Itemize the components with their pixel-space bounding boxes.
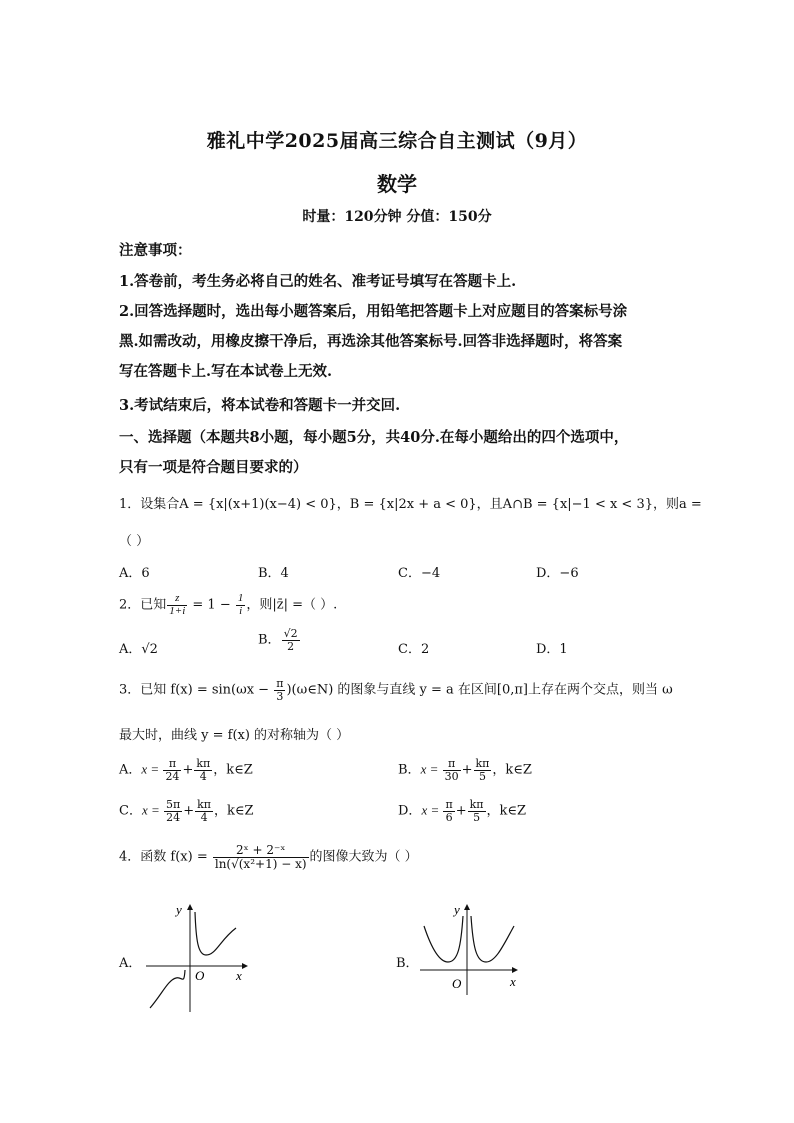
q2-option-d: D．1 (536, 642, 568, 657)
q4-graph-a (140, 900, 255, 1015)
q3-option-b-post: ，k∈Z (492, 762, 532, 778)
q4-suffix: 的图像大致为（ ） (309, 849, 418, 865)
q3-option-c-frac1 (164, 799, 182, 823)
q1-option-a: A．6 (119, 566, 150, 581)
q3-stem-line-2: 最大时，曲线 y = f(x) 的对称轴为（ ） (119, 728, 350, 743)
q2-option-c: C．2 (398, 642, 430, 657)
q2-option-b-fraction (282, 628, 300, 652)
graph-b-origin: O (452, 976, 462, 991)
q1-paren: （ ） (119, 534, 150, 549)
q3-option-b-frac2-den: 5 (478, 769, 486, 783)
q3-option-d-frac1-num: π (445, 798, 453, 811)
q3-option-a-frac1-num: π (163, 758, 181, 771)
q2-frac1-den: 1+i (169, 604, 186, 617)
q4-option-a-label: A． (119, 956, 142, 971)
graph-b-y-arrow (464, 904, 470, 910)
q3-option-b-pre: x = (420, 761, 442, 777)
graph-a-x-label: x (236, 968, 242, 983)
q3-option-d-pre: x = (421, 802, 443, 818)
q2-frac1-num: z (167, 593, 187, 606)
q3-option-d-frac2-num: kπ (469, 798, 484, 811)
q2-mid: = 1 − (188, 597, 235, 613)
q2-suffix: ，则|z̄| =（ ）. (246, 597, 338, 613)
q3-option-b-frac2-num: kπ (475, 757, 490, 770)
q4-prefix: 4．函数 f(x) = (119, 849, 212, 865)
graph-a-curve-right (195, 912, 236, 955)
q4-stem (119, 844, 418, 870)
q1-option-b: B．4 (258, 566, 289, 581)
graph-b-curve-right (471, 916, 514, 962)
exam-subject: 数学 (377, 172, 417, 196)
q3-option-d-frac1-den: 6 (445, 810, 453, 824)
graph-b-x-label: x (510, 974, 516, 989)
graph-b-y-label: y (454, 902, 460, 917)
q2-option-a-value: √2 (141, 642, 158, 657)
q3-option-d-frac2-den: 5 (473, 810, 481, 824)
q3-option-b-frac1-den: 30 (444, 769, 459, 783)
q1-option-c: C．−4 (398, 566, 441, 581)
q2-option-b-den: 2 (287, 639, 295, 653)
q3-option-d-post: ，k∈Z (486, 803, 527, 819)
notes-item-2-line-1: 2.回答选择题时，选出每小题答案后，用铅笔把答题卡上对应题目的答案标号涂 (119, 303, 628, 320)
graph-b-x-arrow (512, 967, 518, 973)
q4-denominator: ln(√(x²+1) − x) (214, 856, 307, 871)
q2-option-b-label: B． (258, 632, 281, 648)
q2-fraction-2 (236, 593, 246, 617)
q2-option-a (119, 638, 158, 657)
notes-heading: 注意事项： (119, 242, 192, 259)
q3-option-a-frac1 (163, 758, 181, 782)
graph-b-curve-left (424, 916, 463, 962)
q3-option-b: B．x = $\frac{\pi}{30}$ + $\frac{k\pi}{5}$ ，k∈Z (398, 757, 532, 783)
q3-option-b-label: B． (398, 762, 421, 778)
q3-option-a-frac2 (194, 758, 212, 782)
q3-option-d-frac1 (443, 799, 454, 823)
q3-line1-a: 3．已知 f(x) = sin(ωx − (119, 682, 274, 698)
q3-line1-b: )(ω∈N) 的图象与直线 y = a 在区间[0,π]上存在两个交点，则当 ω (286, 682, 673, 698)
graph-a-y-label: y (176, 902, 182, 917)
q3-option-c-frac2-num: kπ (197, 798, 212, 811)
q3-option-d: D．x = $\frac{\pi}{6}$ + $\frac{k\pi}{5}$ ，k∈Z (398, 798, 527, 824)
q1-option-d: D．−6 (536, 566, 579, 581)
q3-option-c-frac2-den: 4 (200, 810, 208, 824)
q3-option-c-frac1-num: 5π (166, 798, 181, 811)
notes-item-3: 3.考试结束后，将本试卷和答题卡一并交回. (119, 397, 401, 414)
q3-option-c-pre: x = (141, 802, 163, 818)
q3-option-a-frac1-den: 24 (165, 769, 180, 783)
q3-option-a-post: ，k∈Z (213, 762, 253, 778)
q3-option-c-frac2 (195, 799, 213, 823)
exam-title: 雅礼中学2025届高三综合自主测试（9月） (206, 130, 588, 152)
q3-line1-frac-num: π (276, 677, 284, 690)
q4-fraction (213, 844, 309, 870)
graph-a-x-arrow (242, 963, 248, 969)
q2-frac2-den: i (239, 604, 243, 617)
q3-option-d-frac2 (468, 799, 486, 823)
q3-option-a-pre: x = (141, 761, 163, 777)
q4-graph-b (418, 900, 533, 1000)
q3-line1-frac-den: 3 (276, 689, 284, 703)
q2-stem (119, 593, 337, 617)
q3-option-b-frac1 (443, 758, 461, 782)
q3-option-c-frac1-den: 24 (166, 810, 181, 824)
notes-item-2-line-2: 黑.如需改动，用橡皮擦干净后，再选涂其他答案标号.回答非选择题时，将答案 (119, 333, 623, 350)
q3-option-a-frac2-den: 4 (199, 769, 207, 783)
graph-a-curve-left (150, 970, 185, 1008)
q4-option-b-label: B． (396, 956, 419, 971)
q4-numerator: 2ˣ + 2⁻ˣ (213, 844, 309, 858)
q2-prefix: 2．已知 (119, 597, 167, 613)
q3-option-c-label: C． (119, 803, 142, 819)
q2-option-b-num: √2 (283, 627, 298, 640)
q3-line1-fraction (274, 678, 285, 702)
q2-frac2-num: 1 (237, 592, 244, 604)
q3-option-c-post: ，k∈Z (214, 803, 254, 819)
notes-item-1: 1.答卷前，考生务必将自己的姓名、准考证号填写在答题卡上. (119, 273, 517, 290)
section1-heading-line-1: 一、选择题（本题共8小题，每小题5分，共40分.在每小题给出的四个选项中， (119, 429, 629, 446)
q3-option-d-label: D． (398, 803, 422, 819)
q3-stem-line-1 (119, 678, 673, 702)
q3-option-a-frac2-num: kπ (196, 757, 211, 770)
notes-item-2-line-3: 写在答题卡上.写在本试卷上无效. (119, 363, 333, 380)
q1-stem: 1．设集合A = {x|(x+1)(x−4) < 0}，B = {x|2x + a < 0}，且A∩B = {x|−1 < x < 3}，则a = (119, 497, 702, 512)
q2-option-a-label: A． (119, 642, 142, 657)
q3-option-a-label: A． (119, 762, 142, 778)
q3-option-a: A．x = $\frac{\pi}{24}$ + $\frac{k\pi}{4}$ ，k∈Z (119, 757, 253, 783)
q3-option-c: C．x = $\frac{5\pi}{24}$ + $\frac{k\pi}{4}$ ，k∈Z (119, 798, 254, 824)
graph-a-y-arrow (187, 904, 193, 910)
q2-option-b (258, 628, 301, 652)
q3-option-b-frac1-num: π (443, 758, 461, 771)
graph-a-origin: O (195, 968, 205, 983)
q3-option-b-frac2 (474, 758, 492, 782)
exam-meta: 时量：120分钟 分值：150分 (302, 209, 492, 225)
q2-fraction-1 (167, 593, 187, 617)
section1-heading-line-2: 只有一项是符合题目要求的） (119, 459, 308, 476)
